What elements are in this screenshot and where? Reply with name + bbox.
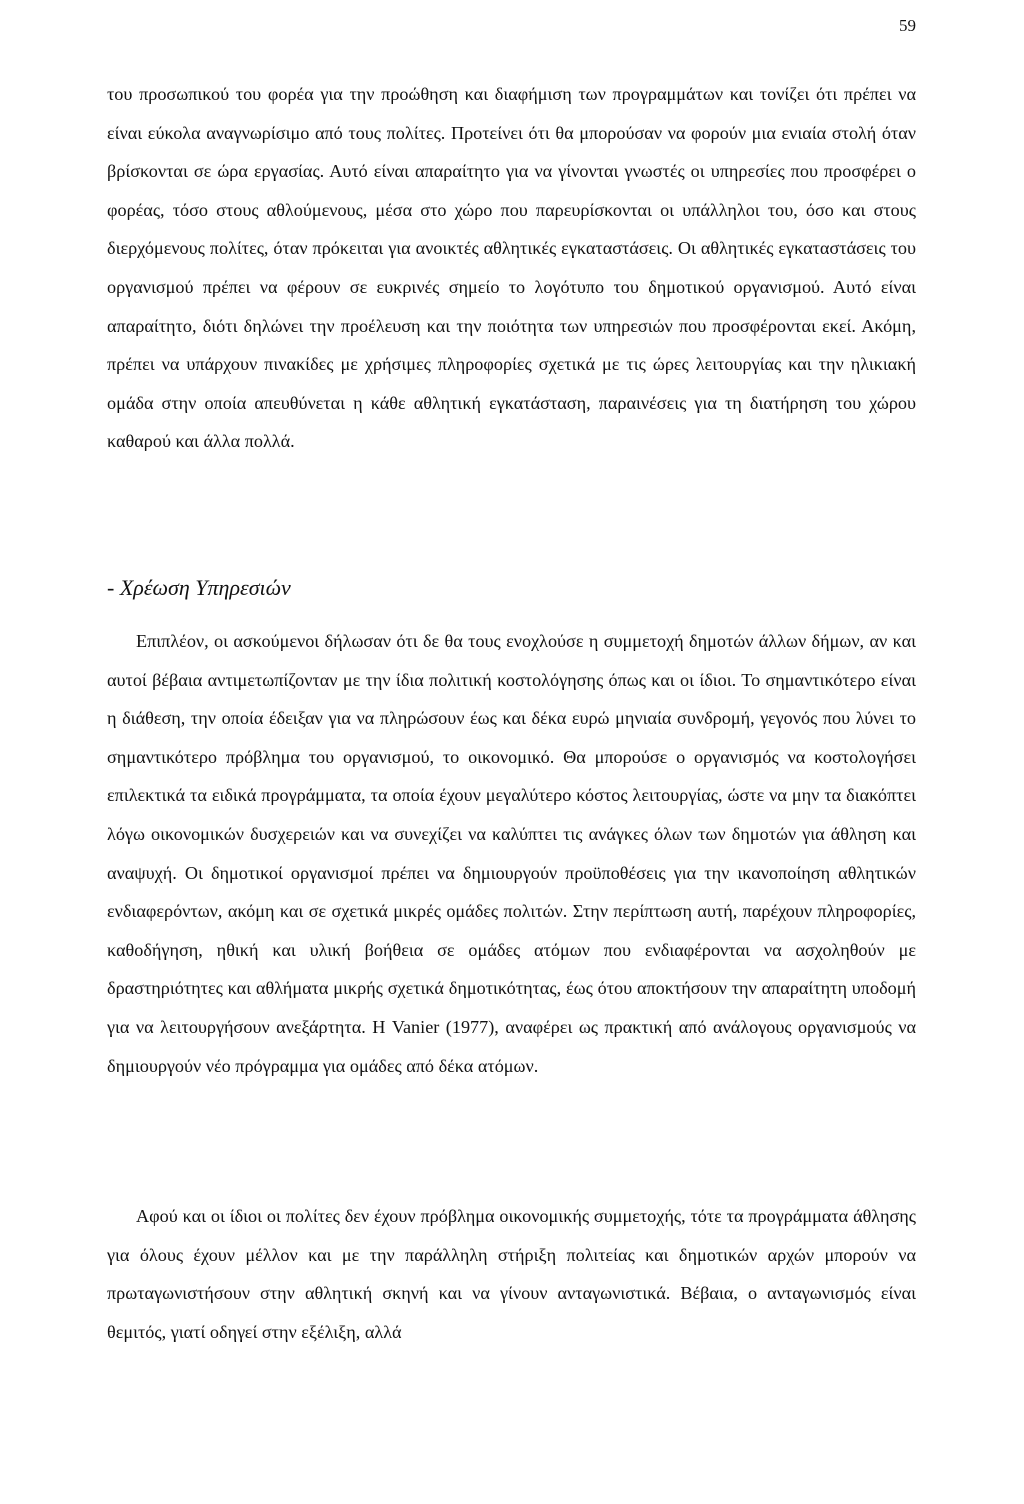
body-paragraph-2: Επιπλέον, οι ασκούμενοι δήλωσαν ότι δε θα τους ενοχλούσε η συμμετοχή δημοτών άλλων δήμων, αν και αυτοί βέβαια αντιμετωπίζονταν με την ίδια πολιτική κοστολόγησης όπως και οι ίδιοι. Το σημαντικότερο είναι η διάθεση, την οποία έδειξαν για να πληρώσουν έως και δέκα ευρώ μηνιαία συνδρομή, γεγονός που λύνει το σημαντικότερο πρόβλημα του οργανισμού, το οικονομικό. Θα μπορούσε ο οργανισμός να κοστολογήσει επιλεκτικά τα ειδικά προγράμματα, τα οποία έχουν μεγαλύτερο κόστος λειτουργίας, ώστε να μην τα διακόπτει λόγω οικονομικών δυσχερειών και να συνεχίζει να καλύπτει τις ανάγκες όλων των δημοτών για άθληση και αναψυχή. Οι δημοτικοί οργανισμοί πρέπει να δημιουργούν προϋποθέσεις για την ικανοποίηση αθλητικών ενδιαφερόντων, ακόμη και σε σχετικά μικρές ομάδες πολιτών. Στην περίπτωση αυτή, παρέχουν πληροφορίες, καθοδήγηση, ηθική και υλική βοήθεια σε ομάδες ατόμων που ενδιαφέρονται να ασχοληθούν με δραστηριότητες και αθλήματα μικρής σχετικά δημοτικότητας, έως ότου αποκτήσουν την απαραίτητη υποδομή για να λειτουργήσουν ανεξάρτητα. Η Vanier (1977), αναφέρει ως πρακτική από ανάλογους οργανισμούς να δημιουργούν νέο πρόγραμμα για ομάδες από δέκα ατόμων.	[107, 631, 916, 1076]
page-number: 59	[899, 16, 916, 35]
body-paragraph-1: του προσωπικού του φορέα για την προώθηση και διαφήμιση των προγραμμάτων και τονίζει ότι πρέπει να είναι εύκολα αναγνωρίσιμο από τους πολίτες. Προτείνει ότι θα μπορούσαν να φορούν μια ενιαία στολή όταν βρίσκονται σε ώρα εργασίας. Αυτό είναι απαραίτητο για να γίνονται γνωστές οι υπηρεσίες που προσφέρει ο φορέας, τόσο στους αθλούμενους, μέσα στο χώρο που παρευρίσκονται οι υπάλληλοι του, όσο και στους διερχόμενους πολίτες, όταν πρόκειται για ανοικτές αθλητικές εγκαταστάσεις. Οι αθλητικές εγκαταστάσεις του οργανισμού πρέπει να φέρουν σε ευκρινές σημείο το λογότυπο του δημοτικού οργανισμού. Αυτό είναι απαραίτητο, διότι δηλώνει την προέλευση και την ποιότητα των υπηρεσιών που προσφέρονται εκεί. Ακόμη, πρέπει να υπάρχουν πινακίδες με χρήσιμες πληροφορίες σχετικά με τις ώρες λειτουργίας και την ηλικιακή ομάδα στην οποία απευθύνεται η κάθε αθλητική εγκατάσταση, παραινέσεις για τη διατήρηση του χώρου καθαρού και άλλα πολλά.	[107, 84, 916, 452]
body-paragraph-3: Αφού και οι ίδιοι οι πολίτες δεν έχουν πρόβλημα οικονομικής συμμετοχής, τότε τα προγράμματα άθλησης για όλους έχουν μέλλον και με την παράλληλη στήριξη πολιτείας και δημοτικών αρχών μπορούν να πρωταγωνιστήσουν στην αθλητική σκηνή και να γίνουν ανταγωνιστικά. Βέβαια, ο ανταγωνισμός είναι θεμιτός, γιατί οδηγεί στην εξέλιξη, αλλά	[107, 1206, 916, 1342]
section-heading: - Χρέωση Υπηρεσιών	[107, 575, 291, 600]
